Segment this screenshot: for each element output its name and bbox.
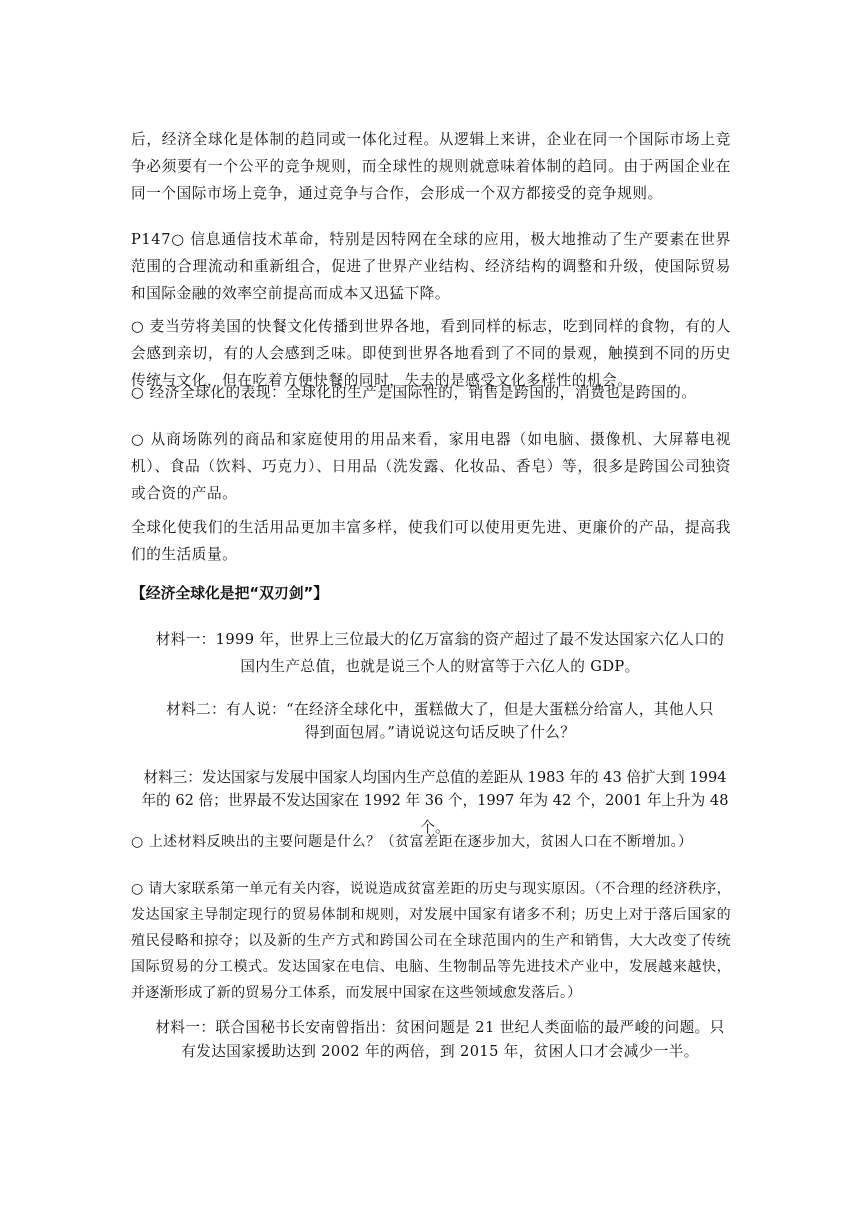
question-causes-of-wealth-gap: ○ 请大家联系第一单元有关内容，说说造成贫富差距的历史与现实原因。（不合理的经济秩序，发达国家主导制定现行的贸易体制和规则，对发展中国家有诸多不利；历史上对于落后国家的殖民侵略和掠夺；以及新的生产方式和跨国公司在全球范围内的生产和销售，大大改变了传统国际贸易的分工模式。发达国家在电信、电脑、生物制品等先进技术产业中，发展越来越快，并逐渐形成了新的贸易分工体系，而发展中国家在这些领域愈发落后。） (131, 881, 731, 1001)
paragraph-mcdonalds: ○ 麦当劳将美国的快餐文化传播到世界各地，看到同样的标志，吃到同样的食物，有的人会感到亲切，有的人会感到乏味。即使到世界各地看到了不同的景观，触摸到不同的历史传统与文化，但在吃着方便快餐的同时，失去的是感受文化多样性的机会。 (131, 318, 731, 389)
paragraph-mall-goods: ○ 从商场陈列的商品和家庭使用的用品来看，家用电器（如电脑、摄像机、大屏幕电视机）、食品（饮料、巧克力）、日用品（洗发露、化妆品、香皂）等，很多是跨国公司独资或合资的产品。 (131, 431, 731, 502)
material-two-line-1: 材料二：有人说：“在经济全球化中，蛋糕做大了，但是大蛋糕分给富人，其他人只 (166, 701, 714, 718)
paragraph-globalization-manifestation: ○ 经济全球化的表现：全球化的生产是国际性的，销售是跨国的，消费也是跨国的。 (131, 384, 697, 401)
material-two-line-2: 得到面包屑。”请说说这句话反映了什么？ (304, 724, 576, 741)
section-heading-double-edged-sword: 【经济全球化是把“双刃剑”】 (131, 585, 329, 602)
paragraph-p147-it-revolution: P147○ 信息通信技术革命，特别是因特网在全球的应用，极大地推动了生产要素在世界范围的合理流动和重新组合，促进了世界产业结构、经济结构的调整和升级，使国际贸易和国际金融的效率空前提高而成本又迅猛下降。 (131, 231, 731, 302)
material-one-line-2: 国内生产总值，也就是说三个人的财富等于六亿人的 GDP。 (240, 658, 640, 675)
final-material-line-1: 材料一：联合国秘书长安南曾指出：贫困问题是 21 世纪人类面临的最严峻的问题。只 (155, 1019, 725, 1036)
paragraph-institutional-convergence: 后，经济全球化是体制的趋同或一体化过程。从逻辑上来讲，企业在同一个国际市场上竞争必须要有一个公平的竞争规则，而全球性的规则就意味着体制的趋同。由于两国企业在同一个国际市场上竞争，通过竞争与合作，会形成一个双方都接受的竞争规则。 (131, 131, 731, 202)
material-three-line-1: 材料三：发达国家与发展中国家人均国内生产总值的差距从 1983 年的 43 倍扩大到 1994 (143, 769, 727, 786)
material-three-line-2: 年的 62 倍；世界最不发达国家在 1992 年 36 个，1997 年为 42 个，2001 年上升为 48 个。 (141, 792, 729, 836)
material-one-line-1: 材料一：1999 年，世界上三位最大的亿万富翁的资产超过了最不发达国家六亿人口的 (155, 631, 725, 648)
question-main-problem: ○ 上述材料反映出的主要问题是什么？（贫富差距在逐步加大，贫困人口在不断增加。） (131, 834, 693, 850)
paragraph-quality-of-life: 全球化使我们的生活用品更加丰富多样，使我们可以使用更先进、更廉价的产品，提高我们的生活质量。 (131, 519, 731, 563)
final-material-line-2: 有发达国家援助达到 2002 年的两倍，到 2015 年，贫困人口才会减少一半。 (181, 1043, 699, 1060)
